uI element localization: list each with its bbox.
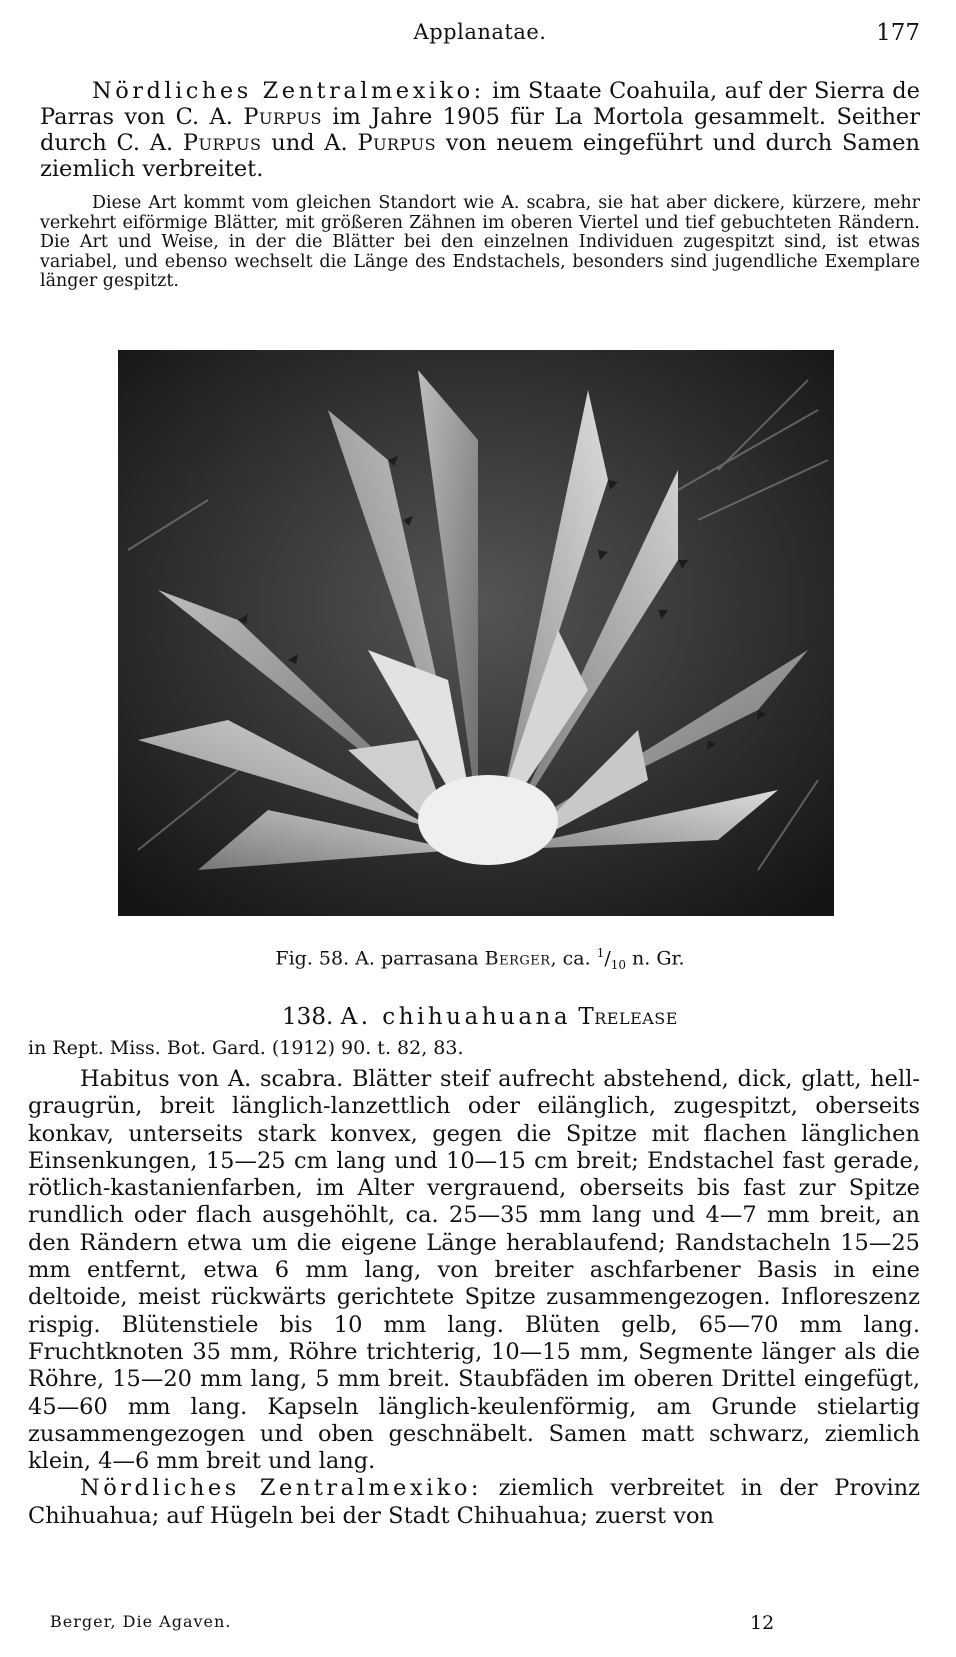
page-footer (50, 1612, 920, 1636)
caption-author: Berger (484, 947, 551, 970)
book-signature: Berger, Die Agaven. (50, 1612, 232, 1631)
region-label: Nördliches Zentralmexiko: (92, 78, 485, 104)
note-paragraph: Diese Art kommt vom gleichen Standort wie A. scabra, sie hat aber dickere, kürzere, mehr verkehrt eiförmige Blätter, mit größeren Zähnen im oberen Viertel und tief gebuchteten Rändern. Die Art und Weise, in der die Blätter bei den einzelnen Individuen zugespitzt sind, ist etwas variabel, und ebenso wechselt die Länge des Endstachels, besonders sind jugendliche Exemplare länger gespitzt. (40, 193, 920, 291)
page-number: 177 (876, 20, 920, 46)
running-head: Applanatae. (413, 20, 547, 44)
description-paragraph: Habitus von A. scabra. Blätter steif aufrecht abstehend, dick, glatt, hell-graugrün, breit länglich-lanzettlich oder eilänglich, zugespitzt, oberseits konkav, unterseits stark konvex, gegen die Spitze mit flachen länglichen Einsenkungen, 15—25 cm lang und 10—15 cm breit; Endstachel fast gerade, rötlich-kastanienfarben, im Alter vergrauend, oberseits bis fast zur Spitze rundlich oder flach ausgehöhlt, ca. 25—35 mm lang und 4—7 mm breit, an den Rändern etwa um die eigene Länge herablaufend; Randstacheln 15—25 mm entfernt, etwa 6 mm lang, von breiter aschfarbener Basis in eine deltoide, meist rückwärts gerichtete Spitze zusammengezogen. Infloreszenz rispig. Blütenstiele bis 10 mm lang. Blüten gelb, 65—70 mm lang. Fruchtknoten 35 mm, Röhre trichterig, 10—15 mm, Segmente länger als die Röhre, 15—20 mm lang, 5 mm breit. Staubfäden im oberen Drittel eingefügt, 45—60 mm lang. Kapseln länglich-keulenförmig, am Grunde stielartig zusammengezogen und oben geschnäbelt. Samen matt schwarz, ziemlich klein, 4—6 mm breit und lang. (28, 1066, 920, 1475)
species-heading (40, 1004, 920, 1030)
page-header (40, 20, 920, 52)
scale-denominator: 10 (610, 958, 627, 973)
distribution-paragraph: Nördliches Zentralmexiko: im Staate Coahuila, auf der Sierra de Parras von C. A. Purpus im Jahre 1905 für La Mortola gesammelt. Seither durch C. A. Purpus und A. Purpus von neuem eingeführt und durch Samen ziemlich verbreitet. (40, 78, 921, 182)
sheet-number: 12 (750, 1612, 775, 1634)
collector-name: Purpus (243, 104, 322, 130)
region-label: Nördliches Zentralmexiko: (80, 1475, 483, 1502)
distribution-paragraph-2: Nördliches Zentralmexiko: ziemlich verbreitet in der Provinz Chihuahua; auf Hügeln bei der Stadt Chihuahua; zuerst von (28, 1475, 920, 1529)
species-author: Trelease (578, 1004, 678, 1030)
agave-photograph (118, 350, 834, 916)
scale-numerator: 1 (596, 946, 605, 960)
species-description (28, 1066, 920, 1530)
species-citation: in Rept. Miss. Bot. Gard. (1912) 90. t. 82, 83. (28, 1037, 464, 1059)
species-name: A. chihuahuana (340, 1004, 572, 1030)
collector-name: Purpus (357, 130, 437, 156)
agave-plant-illustration (118, 350, 834, 916)
figure-caption: Fig. 58. A. parrasana Berger, ca. $^1/_{10}$ n. Gr. (275, 946, 685, 973)
collector-name: Purpus (182, 130, 262, 156)
species-number: 138. (282, 1004, 341, 1030)
